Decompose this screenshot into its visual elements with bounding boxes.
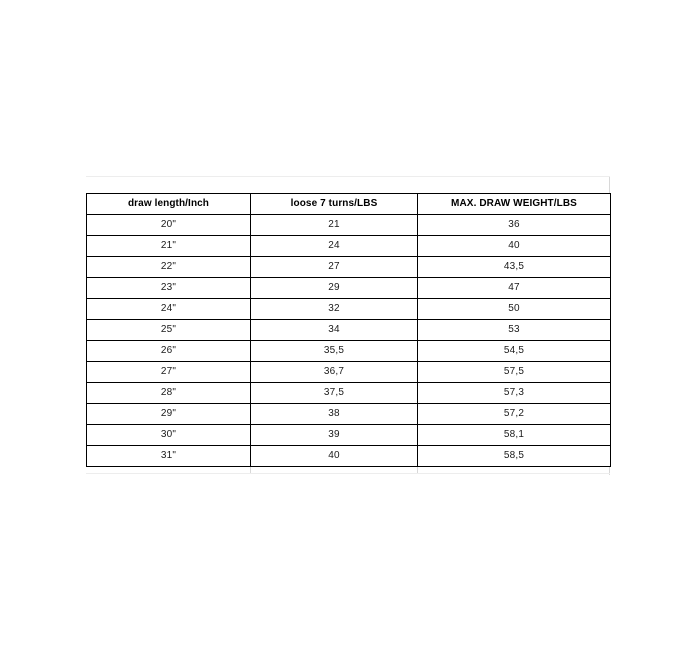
table-body	[87, 215, 611, 467]
table-cell-loose_7_turns: 39	[251, 425, 418, 446]
table-cell-draw_length: 29"	[87, 404, 251, 425]
table-row	[87, 446, 611, 467]
table-cell-draw_length: 26"	[87, 341, 251, 362]
table-cell-loose_7_turns: 36,7	[251, 362, 418, 383]
table-cell-draw_length: 30"	[87, 425, 251, 446]
table-row	[87, 320, 611, 341]
table-cell-max_draw_weight: 50	[418, 299, 611, 320]
table-cell-max_draw_weight: 57,3	[418, 383, 611, 404]
table-cell-draw_length: 23"	[87, 278, 251, 299]
table-cell-draw_length: 31"	[87, 446, 251, 467]
ghost-gridline-vertical-right	[609, 176, 610, 193]
table-row	[87, 278, 611, 299]
table-row	[87, 215, 611, 236]
table-cell-loose_7_turns: 37,5	[251, 383, 418, 404]
table-cell-loose_7_turns: 34	[251, 320, 418, 341]
column-header-max-draw-weight: MAX. DRAW WEIGHT/LBS	[418, 194, 611, 215]
table-cell-draw_length: 21"	[87, 236, 251, 257]
table-row	[87, 404, 611, 425]
table-row	[87, 257, 611, 278]
table-row	[87, 425, 611, 446]
table-header-row	[87, 194, 611, 215]
table-cell-loose_7_turns: 29	[251, 278, 418, 299]
table-cell-max_draw_weight: 53	[418, 320, 611, 341]
table-cell-max_draw_weight: 58,1	[418, 425, 611, 446]
table-cell-loose_7_turns: 21	[251, 215, 418, 236]
table-cell-max_draw_weight: 57,5	[418, 362, 611, 383]
table-cell-draw_length: 28"	[87, 383, 251, 404]
table-row	[87, 383, 611, 404]
table-cell-draw_length: 27"	[87, 362, 251, 383]
ghost-gridline-horizontal-bottom	[86, 473, 610, 474]
column-header-loose-7-turns: loose 7 turns/LBS	[251, 194, 418, 215]
table-cell-max_draw_weight: 57,2	[418, 404, 611, 425]
table-row	[87, 299, 611, 320]
table-row	[87, 236, 611, 257]
table-cell-loose_7_turns: 24	[251, 236, 418, 257]
table-cell-loose_7_turns: 27	[251, 257, 418, 278]
table-cell-draw_length: 22"	[87, 257, 251, 278]
table-cell-max_draw_weight: 36	[418, 215, 611, 236]
column-header-draw-length: draw length/Inch	[87, 194, 251, 215]
table-cell-loose_7_turns: 32	[251, 299, 418, 320]
table-cell-max_draw_weight: 40	[418, 236, 611, 257]
table-cell-draw_length: 20"	[87, 215, 251, 236]
table-cell-draw_length: 25"	[87, 320, 251, 341]
table-cell-max_draw_weight: 43,5	[418, 257, 611, 278]
table-header	[87, 194, 611, 215]
table-cell-loose_7_turns: 40	[251, 446, 418, 467]
table-cell-loose_7_turns: 35,5	[251, 341, 418, 362]
draw-weight-table-container	[86, 193, 610, 467]
table-cell-max_draw_weight: 47	[418, 278, 611, 299]
table-row	[87, 362, 611, 383]
clipped-caption	[300, 176, 420, 193]
table-cell-max_draw_weight: 58,5	[418, 446, 611, 467]
table-cell-loose_7_turns: 38	[251, 404, 418, 425]
table-cell-max_draw_weight: 54,5	[418, 341, 611, 362]
draw-weight-table	[86, 193, 611, 467]
table-cell-draw_length: 24"	[87, 299, 251, 320]
table-row	[87, 341, 611, 362]
